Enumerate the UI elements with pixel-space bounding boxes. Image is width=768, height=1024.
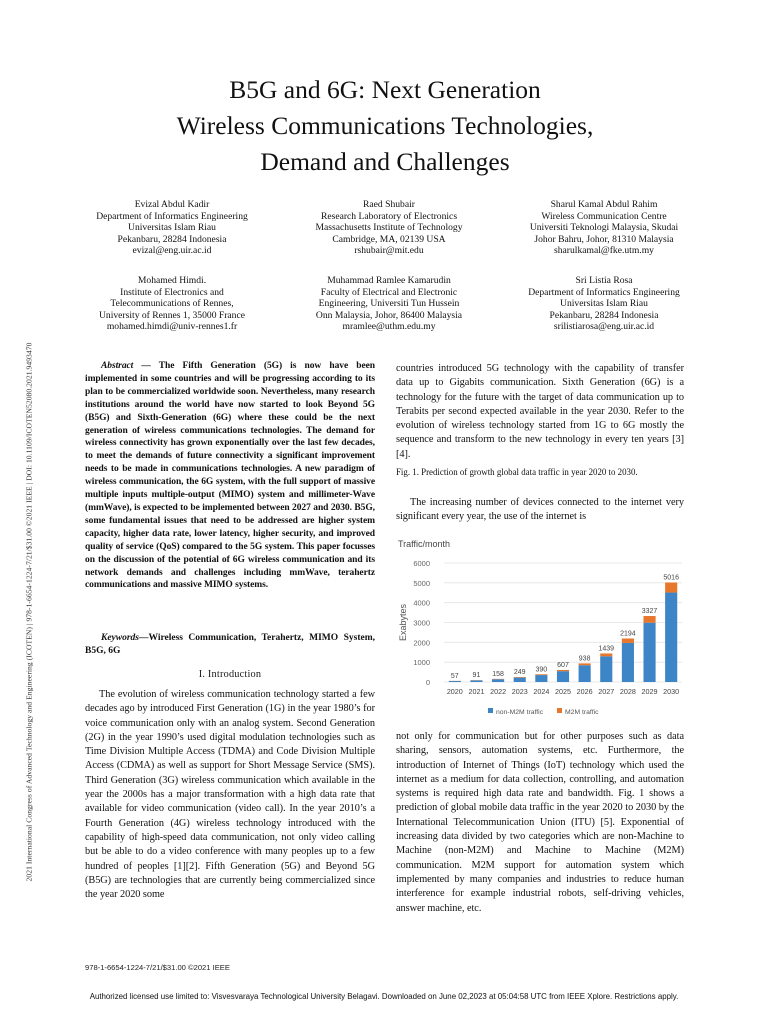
author-affiliation: Department of Informatics Engineering [96,210,248,222]
x-tick-label: 2029 [641,687,658,696]
data-label: 3327 [641,608,658,616]
bar-m2m [579,663,591,665]
body-paragraph: not only for communication but for other purposes such as data sharing, sensors, automation systems, etc. Furthermore, the introduction of Internet of Things (IoT) technology which used the internet as a medium for data collection, controlling, and automation systems is required high data rate and bandwidth. Fig. 1 shows a prediction of global mobile data traffic in the year 2020 to 2030 by the International Telecommunication Union (ITU) [5]. Exponential of increasing data divided by two categories which are non-Machine to Machine (non-M2M) and Machine to Machine (M2M) communication. M2M support for automation system which implemented by many companies and industries to reduce human interference for example industrial robots, self-driving vehicles, answer machine, etc. [396,731,684,914]
y-tick-label: 4000 [413,598,430,608]
author-name: Muhammad Ramlee Kamarudin [327,275,451,286]
author-affiliation: Universitas Islam Riau [128,222,216,234]
keywords-text: Wireless Communication, Terahertz, MIMO System, B5G, 6G [85,633,375,656]
x-tick-label: 2030 [663,687,680,696]
author-name: Raed Shubair [363,199,415,210]
bar-non-m2m [557,671,569,682]
bar-non-m2m [449,681,461,682]
author-email: rshubair@mit.edu [354,245,424,257]
author-affiliation: Faculty of Electrical and Electronic [320,286,458,298]
legend-label-m2m: M2M traffic [565,709,599,716]
bar-non-m2m [665,593,677,682]
y-tick-label: 5000 [413,578,430,588]
bar-non-m2m [622,643,634,682]
bar-m2m [622,638,634,642]
x-tick-label: 2023 [511,687,528,696]
copyright-footer: 978-1-6654-1224-7/21/$31.00 ©2021 IEEE [85,963,230,972]
x-tick-label: 2022 [490,687,507,696]
bar-non-m2m [492,679,504,682]
bar-non-m2m [579,665,591,682]
data-label: 5016 [663,574,679,582]
title-line: Demand and Challenges [260,147,510,176]
data-label: 57 [450,672,459,680]
data-label: 607 [557,661,569,669]
y-axis-label: Exabytes [398,603,408,642]
bar-non-m2m [470,680,482,682]
author-name: Sharul Kamal Abdul Rahim [550,199,658,210]
author-block [289,275,489,333]
x-tick-label: 2028 [619,687,636,696]
bar-m2m [557,670,569,671]
author-affiliation: Department of Informatics Engineering [528,286,680,298]
data-label: 1439 [598,645,615,653]
author-affiliation: Cambridge, MA, 02139 USA [332,233,446,245]
bar-m2m [514,677,526,678]
y-tick-label: 3000 [413,618,430,628]
legend-label-non-m2m: non-M2M traffic [496,709,544,716]
data-label: 390 [535,666,548,674]
side-note-text: 2021 International Congress of Advanced Technology and Engineering (ICOTEN) | 978-1-6654-1224-7/21/$31.00 ©2021 IEEE | DOI: 10.1109/ICOTEN52080.2021.9493470 [24,342,34,882]
x-tick-label: 2027 [598,687,615,696]
body-paragraph: The increasing number of devices connected to the internet very significant every year, the use of the internet is [396,497,684,523]
x-tick-label: 2025 [555,687,571,696]
author-affiliation: Research Laboratory of Electronics [320,210,458,222]
body-paragraph: countries introduced 5G technology with the capability of transfer data up to Gigabits communication. Sixth Generation (6G) is a technology for the future with the target of data communication up to Terabits per second expected available in the year 2030. Refer to the evolution of wireless technology started from 1G to 6G mostly the sequence and transform to the new technology in every ten years [3][4]. [396,363,684,460]
bar-non-m2m [514,678,526,682]
y-tick-label: 2000 [413,638,430,648]
data-label: 249 [513,669,526,677]
abstract-lead: Abstract — [101,361,151,371]
legend-swatch-non-m2m [488,708,493,713]
author-affiliation: Institute of Electronics and [120,286,224,298]
data-label: 938 [578,655,591,663]
author-affiliation: Wireless Communication Centre [541,210,667,222]
author-block [504,199,704,257]
author-email: mramlee@uthm.edu.my [342,321,436,333]
bar-non-m2m [600,656,612,682]
keywords-lead: Keywords— [101,633,149,643]
author-affiliation: Universitas Islam Riau [560,298,648,310]
data-label: 158 [492,670,504,678]
bar-m2m [643,616,655,623]
author-name: Evizal Abdul Kadir [134,199,210,210]
data-label: 91 [472,672,481,680]
bar-m2m [535,674,547,675]
keywords [85,632,375,658]
abstract [85,360,375,592]
author-block [72,275,272,333]
author-email: mohamed.himdi@univ-rennes1.fr [106,321,238,333]
license-footer: Authorized licensed use limited to: Visvesvaraya Technological University Belagavi. Downloaded on June 02,2023 at 05:04:58 UTC from IEEE Xplore. Restrictions apply. [89,992,679,1001]
title-line: Wireless Communications Technologies, [176,111,594,140]
author-name: Mohamed Himdi. [137,275,207,286]
author-affiliation: Telecommunications of Rennes, [110,298,234,310]
author-affiliation: Engineering, Universiti Tun Hussein [318,298,460,310]
y-tick-label: 0 [425,678,430,687]
x-tick-label: 2020 [446,687,463,696]
author-affiliation: Pekanbaru, 28284 Indonesia [549,309,659,321]
section-heading: I. Introduction [198,669,262,680]
author-affiliation: Universiti Teknologi Malaysia, Skudai [529,222,679,234]
legend-swatch-m2m [557,708,562,713]
author-affiliation: University of Rennes 1, 35000 France [98,309,245,321]
author-affiliation: Johor Bahru, Johor, 81310 Malaysia [534,233,674,245]
x-tick-label: 2021 [468,687,485,696]
author-email: evizal@eng.uir.ac.id [132,245,212,257]
chart-title: Traffic/month [398,539,451,549]
author-block [289,199,489,257]
x-tick-label: 2024 [533,687,550,696]
figure-caption: Fig. 1. Prediction of growth global data traffic in year 2020 to 2030. [396,467,638,477]
y-tick-label: 6000 [413,559,430,568]
figure-chart [392,533,692,723]
author-email: sharulkamal@fke.utm.my [554,245,654,257]
title-line: B5G and 6G: Next Generation [229,75,541,104]
x-tick-label: 2026 [576,687,593,696]
bar-non-m2m [643,623,655,682]
author-block [504,275,704,333]
author-email: srilistiarosa@eng.uir.ac.id [553,321,655,333]
bar-m2m [665,583,677,593]
bar-m2m [600,653,612,656]
author-affiliation: Pekanbaru, 28284 Indonesia [117,233,227,245]
author-affiliation: Massachusetts Institute of Technology [315,222,463,234]
author-affiliation: Onn Malaysia, Johor, 86400 Malaysia [315,309,463,321]
intro-paragraph: The evolution of wireless communication technology started a few decades ago by introduced First Generation (1G) in the year 1980’s for voice communication only with an analog system. Second Generation (2G) in the year 1990’s used digital modulation technologies such as Time Division Multiple Access (TDMA) and Code Division Multiple Access (CDMA) as well as support for Short Message Service (SMS). Third Generation (3G) wireless communication which available in the year the 2000s has a major transformation with a high data rate that available for video communication (video call). In the year 2010’s a Fourth Generation (4G) wireless technology introduced with the capability of high-speed data communication, not only video calling but be able to do a video conference with many peoples up to a few hundred of peoples [1][2]. Fifth Generation (5G) and Beyond 5G (B5G) are technologies that are currently being commercialized since the year 2020 some [85,689,375,901]
author-block [72,199,272,257]
bar-non-m2m [535,675,547,682]
paper-title [60,72,710,180]
data-label: 2194 [620,630,636,638]
traffic-bar-chart [392,533,692,723]
abstract-text: The Fifth Generation (5G) is now have been implemented in some countries and will be progressing according to its plan to be commercialized worldwide soon. Nevertheless, many research institutions around the world have now started to look Beyond 5G (B5G) and Sixth-Generation (6G) where these could be the next generation of wireless communications technologies. The demand for wireless connectivity has grown exponentially over the last few decades, to meet the demands of future connectivity a significant improvement needs to be made in communications technologies. A new paradigm of wireless communication, the 6G system, with the full support of massive multiple inputs multiple-output (MIMO) system and millimeter-Wave (mmWave), is expected to be implemented between 2027 and 2030. B5G, some fundamental issues that need to be addressed are higher system capacity, higher data rate, lower latency, higher security, and improved quality of service (QoS) compared to the 5G system. This paper focusses on the discussion of the potential of 6G wireless communication and its network demands and challenges including mmWave, terahertz communications and massive MIMO systems. [85,361,375,591]
y-tick-label: 1000 [413,658,430,668]
author-name: Sri Listia Rosa [575,275,633,286]
